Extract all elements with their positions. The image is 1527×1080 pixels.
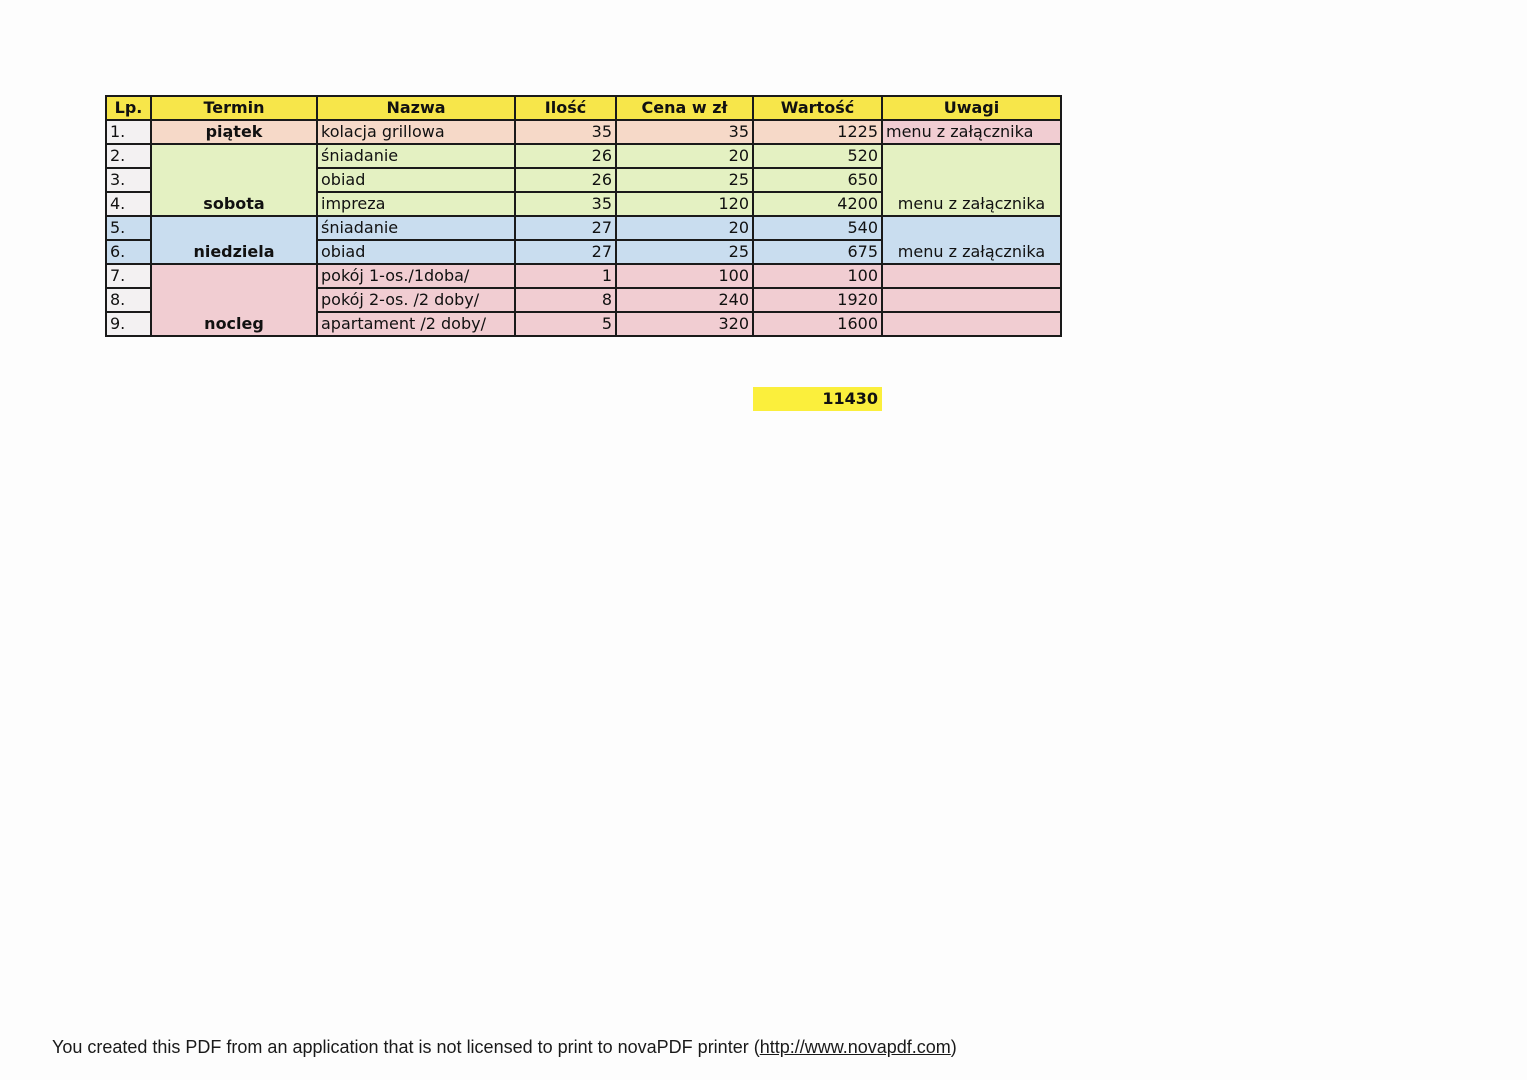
table-row [106,216,1061,240]
cell-nazwa: kolacja grillowa [317,120,515,144]
footer-text-end: ) [950,1037,957,1057]
cell-ilosc: 35 [515,120,616,144]
cell-ilosc: 27 [515,240,616,264]
header-lp: Lp. [106,96,151,120]
cell-ilosc: 35 [515,192,616,216]
header-nazwa: Nazwa [317,96,515,120]
header-cena: Cena w zł [616,96,753,120]
novapdf-link[interactable]: http://www.novapdf.com [759,1037,951,1057]
cell-ilosc: 1 [515,264,616,288]
cell-cena: 20 [616,144,753,168]
cell-uwagi-empty [882,312,1061,336]
cell-wartosc: 1600 [753,312,882,336]
cell-wartosc: 1225 [753,120,882,144]
cell-nazwa: obiad [317,168,515,192]
cell-nazwa: impreza [317,192,515,216]
table-row [106,264,1061,288]
cell-uwagi-piatek: menu z załącznika [882,120,1061,144]
cell-wartosc: 100 [753,264,882,288]
header-ilosc: Ilość [515,96,616,120]
cell-wartosc: 1920 [753,288,882,312]
cell-uwagi-sobota: menu z załącznika [882,144,1061,216]
total-value: 11430 [753,387,882,411]
cell-wartosc: 540 [753,216,882,240]
cell-lp: 6. [106,240,151,264]
cell-uwagi-empty [882,264,1061,288]
cell-wartosc: 520 [753,144,882,168]
cell-termin-nocleg: nocleg [151,264,317,336]
cell-lp: 9. [106,312,151,336]
cell-termin-sobota: sobota [151,144,317,216]
cell-lp: 3. [106,168,151,192]
cell-cena: 25 [616,168,753,192]
cell-termin-piatek: piątek [151,120,317,144]
header-row [106,96,1061,120]
cell-ilosc: 5 [515,312,616,336]
cell-nazwa: obiad [317,240,515,264]
cell-nazwa: pokój 1-os./1doba/ [317,264,515,288]
cell-uwagi-niedziela: menu z załącznika [882,216,1061,264]
offer-table [105,95,1062,337]
cell-lp: 4. [106,192,151,216]
license-footer [52,1037,957,1058]
header-termin: Termin [151,96,317,120]
cell-cena: 20 [616,216,753,240]
cell-wartosc: 675 [753,240,882,264]
footer-text: You created this PDF from an application that is not licensed to print to novaPDF printer ( [52,1037,760,1057]
cell-ilosc: 27 [515,216,616,240]
cell-cena: 240 [616,288,753,312]
cell-cena: 25 [616,240,753,264]
cell-cena: 320 [616,312,753,336]
cell-ilosc: 8 [515,288,616,312]
cell-wartosc: 4200 [753,192,882,216]
cell-cena: 35 [616,120,753,144]
table-row [106,120,1061,144]
cell-lp: 5. [106,216,151,240]
cell-termin-niedziela: niedziela [151,216,317,264]
header-uwagi: Uwagi [882,96,1061,120]
cell-uwagi-empty [882,288,1061,312]
cell-lp: 7. [106,264,151,288]
cell-nazwa: śniadanie [317,216,515,240]
header-wartosc: Wartość [753,96,882,120]
cell-wartosc: 650 [753,168,882,192]
cell-lp: 8. [106,288,151,312]
cell-ilosc: 26 [515,144,616,168]
cell-lp: 1. [106,120,151,144]
cell-cena: 120 [616,192,753,216]
cell-cena: 100 [616,264,753,288]
cell-nazwa: śniadanie [317,144,515,168]
cell-nazwa: pokój 2-os. /2 doby/ [317,288,515,312]
cell-lp: 2. [106,144,151,168]
cell-nazwa: apartament /2 doby/ [317,312,515,336]
cell-ilosc: 26 [515,168,616,192]
table-row [106,144,1061,168]
